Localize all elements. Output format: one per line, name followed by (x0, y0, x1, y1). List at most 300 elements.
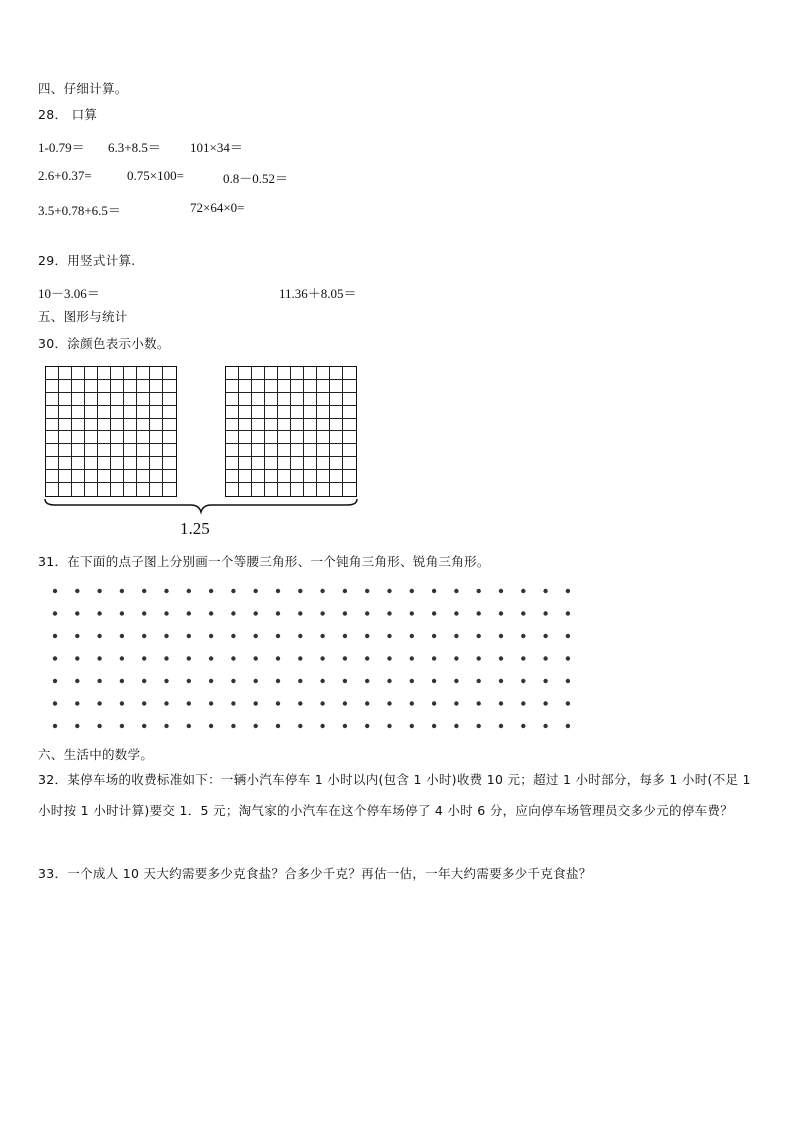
grid-dot (209, 724, 213, 728)
grid-dot (298, 611, 302, 615)
grid-dot (231, 589, 235, 593)
grid-dot (410, 634, 414, 638)
grid-cell (317, 406, 330, 419)
grid-dot (298, 724, 302, 728)
grid-cell (150, 470, 163, 483)
grid-cell (72, 457, 85, 470)
grid-cell (317, 380, 330, 393)
grid-dot (254, 589, 258, 593)
grid-cell (85, 470, 98, 483)
grid-cell (137, 444, 150, 457)
grid-dot (276, 724, 280, 728)
grid-cell (278, 419, 291, 432)
grid-cell (98, 483, 111, 496)
grid-cell (163, 444, 176, 457)
grid-dot (164, 679, 168, 683)
grid-cell (330, 406, 343, 419)
grid-dot (365, 679, 369, 683)
grid-cell (46, 470, 59, 483)
grid-dot (343, 611, 347, 615)
grid-dot (387, 656, 391, 660)
grid-dot (320, 656, 324, 660)
grid-dot (499, 634, 503, 638)
grid-cell (239, 380, 252, 393)
grid-cell (124, 431, 137, 444)
grid-dot (97, 634, 101, 638)
grid-dot (75, 634, 79, 638)
grid-dot (209, 701, 213, 705)
grid-dot (566, 701, 570, 705)
grid-cell (98, 393, 111, 406)
grid-cell (59, 483, 72, 496)
grid-dot (499, 611, 503, 615)
grid-cell (317, 431, 330, 444)
grid-cell (137, 431, 150, 444)
grid-dot (320, 589, 324, 593)
grid-cell (252, 393, 265, 406)
grid-cell (278, 380, 291, 393)
grid-cell (163, 406, 176, 419)
grid-cell (252, 431, 265, 444)
grid-dot (187, 701, 191, 705)
grid-cell (291, 483, 304, 496)
grid-dot (53, 634, 57, 638)
q28-item: 6.3+8.5＝ (108, 140, 161, 155)
grid-cell (330, 380, 343, 393)
grid-dot (53, 724, 57, 728)
grid-cell (239, 406, 252, 419)
grid-dot (97, 679, 101, 683)
grid-cell (124, 406, 137, 419)
grid-dot (142, 611, 146, 615)
grid-dot (343, 656, 347, 660)
grid-cell (137, 483, 150, 496)
grid-cell (137, 406, 150, 419)
grid-cell (265, 431, 278, 444)
grid-dot (410, 724, 414, 728)
grid-cell (226, 406, 239, 419)
grid-cell (111, 393, 124, 406)
grid-cell (304, 470, 317, 483)
grid-cell (98, 380, 111, 393)
grid-cell (291, 457, 304, 470)
grid-cell (265, 444, 278, 457)
grid-cell (59, 406, 72, 419)
grid-dot (320, 634, 324, 638)
grid-dot (454, 724, 458, 728)
grid-cell (226, 393, 239, 406)
grid-dot (432, 701, 436, 705)
grid-cell (72, 406, 85, 419)
grid-dot (75, 611, 79, 615)
grid-dot (432, 679, 436, 683)
grid-dot (120, 724, 124, 728)
grid-dot (499, 679, 503, 683)
grid-dot (477, 679, 481, 683)
q28-title: 28． 口算 (38, 107, 98, 122)
grid-cell (72, 444, 85, 457)
grid-dot (276, 656, 280, 660)
grid-cell (239, 457, 252, 470)
grid-cell (304, 406, 317, 419)
grid-cell (304, 393, 317, 406)
grid-dot (231, 679, 235, 683)
grid-cell (226, 457, 239, 470)
grid-cell (278, 393, 291, 406)
section-6-heading: 六、生活中的数学。 (38, 747, 154, 762)
grid-cell (150, 393, 163, 406)
grid-cell (85, 444, 98, 457)
grid-dot (543, 611, 547, 615)
grid-dot (566, 724, 570, 728)
grid-cell (163, 457, 176, 470)
grid-cell (59, 470, 72, 483)
grid-dot (410, 656, 414, 660)
grid-cell (304, 419, 317, 432)
grid-dot (343, 634, 347, 638)
q28-item: 2.6+0.37= (38, 168, 92, 183)
grid-cell (343, 470, 356, 483)
grid-cell (265, 457, 278, 470)
grid-dot (365, 656, 369, 660)
grid-dot (387, 701, 391, 705)
grid-cell (46, 380, 59, 393)
grid-dot (454, 679, 458, 683)
grid-cell (330, 470, 343, 483)
grid-dot (454, 701, 458, 705)
grid-dot (521, 611, 525, 615)
grid-dot (454, 634, 458, 638)
grid-cell (46, 367, 59, 380)
grid-cell (124, 419, 137, 432)
q33-text: 33．一个成人 10 天大约需要多少克食盐？合多少千克？再估一估，一年大约需要多少千克食盐？ (38, 866, 592, 881)
grid-dot (142, 656, 146, 660)
grid-dot (410, 701, 414, 705)
q28-item: 3.5+0.78+6.5＝ (38, 203, 121, 218)
grid-cell (72, 367, 85, 380)
q28-item: 0.75×100= (127, 168, 184, 183)
grid-dot (209, 656, 213, 660)
grid-cell (252, 444, 265, 457)
grid-cell (98, 406, 111, 419)
grid-cell (111, 444, 124, 457)
grid-dot (566, 656, 570, 660)
grid-dot (521, 589, 525, 593)
grid-dot (209, 634, 213, 638)
grid-cell (150, 367, 163, 380)
grid-dot (499, 724, 503, 728)
grid-dot (120, 656, 124, 660)
grid-dot (566, 679, 570, 683)
grid-cell (239, 367, 252, 380)
grid-dot (365, 724, 369, 728)
grid-dot (320, 724, 324, 728)
grid-cell (291, 419, 304, 432)
grid-cell (111, 406, 124, 419)
grid-cell (226, 444, 239, 457)
section-4-heading: 四、仔细计算。 (38, 81, 128, 96)
grid-cell (59, 444, 72, 457)
grid-cell (239, 470, 252, 483)
grid-dot (298, 634, 302, 638)
hundred-grid-left (45, 366, 177, 497)
grid-dot (53, 589, 57, 593)
q29-item: 10－3.06＝ (38, 286, 100, 301)
hundred-grid-right (225, 366, 357, 497)
grid-cell (330, 444, 343, 457)
grid-dot (254, 656, 258, 660)
grid-cell (124, 457, 137, 470)
grid-cell (72, 431, 85, 444)
grid-cell (46, 431, 59, 444)
grid-dot (343, 589, 347, 593)
grid-dot (254, 611, 258, 615)
grid-cell (59, 393, 72, 406)
grid-cell (291, 393, 304, 406)
grid-cell (291, 380, 304, 393)
grid-dot (231, 656, 235, 660)
grid-dot (187, 634, 191, 638)
grid-cell (265, 380, 278, 393)
grid-cell (226, 380, 239, 393)
grid-dot (254, 701, 258, 705)
grid-dot (521, 656, 525, 660)
grid-dot (477, 701, 481, 705)
grid-cell (111, 380, 124, 393)
grid-cell (330, 483, 343, 496)
grid-cell (85, 483, 98, 496)
grid-cell (317, 367, 330, 380)
grid-cell (46, 444, 59, 457)
grid-dot (543, 656, 547, 660)
grid-cell (46, 483, 59, 496)
grid-dot (164, 701, 168, 705)
grid-dot (164, 656, 168, 660)
grid-cell (98, 444, 111, 457)
grid-dot (387, 589, 391, 593)
grid-cell (317, 470, 330, 483)
grid-cell (278, 470, 291, 483)
grid-dot (142, 634, 146, 638)
grid-cell (59, 457, 72, 470)
grid-cell (291, 367, 304, 380)
grid-dot (343, 724, 347, 728)
grid-dot (477, 634, 481, 638)
grid-cell (226, 483, 239, 496)
grid-cell (343, 444, 356, 457)
grid-cell (124, 380, 137, 393)
grid-cell (317, 457, 330, 470)
grid-cell (304, 483, 317, 496)
grid-dot (365, 589, 369, 593)
grid-cell (137, 457, 150, 470)
grid-dot (120, 634, 124, 638)
grid-cell (150, 380, 163, 393)
q28-item: 1-0.79＝ (38, 140, 85, 155)
grid-dot (276, 634, 280, 638)
grid-dot (365, 611, 369, 615)
grid-cell (124, 444, 137, 457)
grid-cell (343, 457, 356, 470)
grid-dot (410, 679, 414, 683)
grid-dot (120, 679, 124, 683)
grid-cell (265, 367, 278, 380)
grid-dot (343, 701, 347, 705)
grid-cell (304, 431, 317, 444)
grid-dot (365, 634, 369, 638)
grid-dot (97, 701, 101, 705)
grid-dot (75, 679, 79, 683)
grid-dot (320, 701, 324, 705)
grid-dot (521, 724, 525, 728)
grid-dot (343, 679, 347, 683)
grid-cell (46, 457, 59, 470)
grid-dot (543, 701, 547, 705)
grid-cell (252, 380, 265, 393)
grid-dot (231, 634, 235, 638)
grid-cell (278, 367, 291, 380)
grid-dot (276, 589, 280, 593)
grid-cell (72, 393, 85, 406)
grid-dot (164, 724, 168, 728)
grid-cell (278, 431, 291, 444)
grid-cell (98, 367, 111, 380)
grid-cell (111, 367, 124, 380)
grid-cell (85, 457, 98, 470)
grid-dot (120, 701, 124, 705)
grid-cell (111, 483, 124, 496)
grid-dot (142, 589, 146, 593)
curly-brace (43, 497, 359, 517)
grid-dot (276, 679, 280, 683)
grid-cell (304, 457, 317, 470)
grid-dot (387, 679, 391, 683)
grid-cell (59, 367, 72, 380)
grid-dot (142, 724, 146, 728)
grid-dot (521, 679, 525, 683)
grid-cell (98, 457, 111, 470)
grid-dot (543, 589, 547, 593)
grid-cell (330, 457, 343, 470)
grid-cell (252, 406, 265, 419)
grid-dot (432, 634, 436, 638)
grid-dot (97, 724, 101, 728)
grid-dot (566, 634, 570, 638)
grid-dot (254, 634, 258, 638)
grid-cell (252, 470, 265, 483)
grid-dot (142, 679, 146, 683)
grid-dot (432, 611, 436, 615)
grid-dot (410, 611, 414, 615)
grid-dot (566, 611, 570, 615)
grid-dot (477, 611, 481, 615)
grid-dot (75, 656, 79, 660)
grid-dot (75, 589, 79, 593)
grid-dot (97, 656, 101, 660)
grid-cell (304, 367, 317, 380)
grid-cell (137, 470, 150, 483)
grid-dot (320, 611, 324, 615)
grid-cell (111, 457, 124, 470)
grid-dot (120, 589, 124, 593)
grid-dot (209, 611, 213, 615)
grid-dot (477, 656, 481, 660)
grid-dot (97, 611, 101, 615)
grid-cell (330, 393, 343, 406)
grid-cell (239, 393, 252, 406)
grid-cell (239, 444, 252, 457)
grid-cell (252, 419, 265, 432)
grid-cell (150, 406, 163, 419)
grid-dot (320, 679, 324, 683)
section-5-heading: 五、图形与统计 (38, 309, 128, 324)
grid-cell (226, 367, 239, 380)
grid-cell (137, 380, 150, 393)
grid-dot (432, 724, 436, 728)
q29-item: 11.36＋8.05＝ (279, 286, 357, 301)
q31-title: 31．在下面的点子图上分别画一个等腰三角形、一个钝角三角形、锐角三角形。 (38, 554, 490, 569)
grid-dot (231, 724, 235, 728)
grid-dot (53, 656, 57, 660)
grid-dot (387, 724, 391, 728)
grid-dot (543, 634, 547, 638)
grid-dot (566, 589, 570, 593)
grid-dot (454, 589, 458, 593)
grid-cell (59, 380, 72, 393)
grid-dot (499, 589, 503, 593)
grid-cell (291, 470, 304, 483)
grid-dot (187, 679, 191, 683)
grid-cell (265, 393, 278, 406)
grid-dot (477, 589, 481, 593)
grid-dot (298, 589, 302, 593)
grid-dot (164, 634, 168, 638)
grid-dot (543, 679, 547, 683)
grid-cell (278, 406, 291, 419)
grid-cell (137, 393, 150, 406)
grid-cell (239, 431, 252, 444)
grid-dot (454, 611, 458, 615)
grid-dot (164, 589, 168, 593)
q28-item: 0.8－0.52＝ (223, 171, 289, 186)
grid-cell (85, 380, 98, 393)
grid-cell (330, 431, 343, 444)
grid-cell (72, 419, 85, 432)
grid-cell (343, 483, 356, 496)
grid-dot (53, 611, 57, 615)
grid-cell (85, 406, 98, 419)
q28-item: 72×64×0= (190, 200, 245, 215)
q28-item: 101×34＝ (190, 140, 243, 155)
grid-cell (150, 483, 163, 496)
grid-cell (265, 419, 278, 432)
grid-cell (291, 406, 304, 419)
grid-cell (85, 393, 98, 406)
grid-cell (226, 470, 239, 483)
grid-cell (98, 470, 111, 483)
grid-cell (124, 367, 137, 380)
grid-cell (72, 483, 85, 496)
dot-grid (45, 583, 580, 735)
grid-cell (226, 419, 239, 432)
grid-cell (265, 470, 278, 483)
grid-dot (298, 656, 302, 660)
grid-cell (226, 431, 239, 444)
grid-dot (499, 656, 503, 660)
grid-dot (231, 611, 235, 615)
grid-dot (298, 701, 302, 705)
grid-cell (163, 483, 176, 496)
